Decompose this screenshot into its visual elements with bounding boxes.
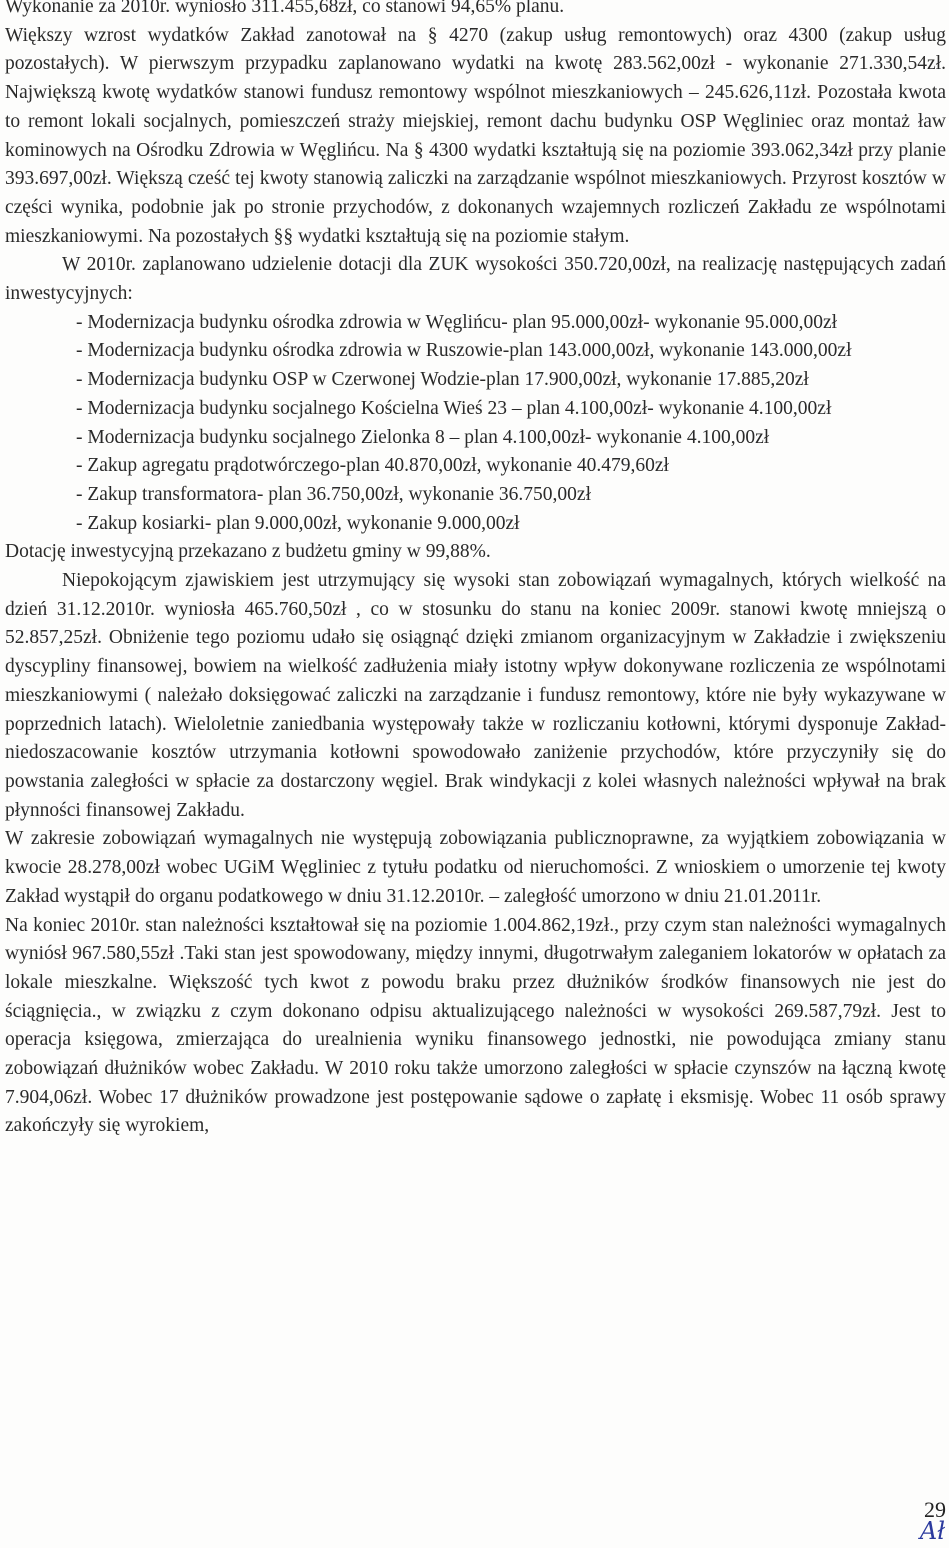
paragraph-liabilities: Niepokojącym zjawiskiem jest utrzymujący się wysoki stan zobowiązań wymagalnych, których wielkość na dzień 31.12.2010r. wyniosła 465.760,50zł , co w stosunku do stanu na koniec 2009r. stanowi kwotę mniejszą o 52.857,25zł. Obniżenie tego poziomu udało się osiągnąć dzięki zmianom organizacyjnym w Zakładzie i zwiększeniu dyscypliny finansowej, bowiem na wielkość zadłużenia miały istotny wpływ dokonywane rozliczenia ze wspólnotami mieszkaniowymi ( należało doksięgować zaliczki na zarządzanie i fundusz remontowy, które nie były wykazywane w poprzednich latach). Wieloletnie zaniedbania występowały także w rozliczaniu kotłowni, którymi dysponuje Zakład- niedoszacowanie kosztów utrzymania kotłowni spowodowało zaniżenie przychodów, które przyczyniły się do powstania zaległości w spłacie za dostarczony węgiel. Brak windykacji z kolei własnych należności wpływał na brak płynności finansowej Zakładu. [5, 570, 946, 821]
paragraph-subsidy-transfer: Dotację inwestycyjną przekazano z budżetu gminy w 99,88%. [5, 541, 491, 563]
list-item: - Zakup agregatu prądotwórczego-plan 40.870,00zł, wykonanie 40.479,60zł [76, 455, 669, 477]
list-item: - Zakup kosiarki- plan 9.000,00zł, wykonanie 9.000,00zł [76, 512, 520, 534]
page-number: 29 [924, 1497, 946, 1522]
handwritten-initials: Ał [919, 1517, 945, 1545]
paragraph-expenses-growth: Większy wzrost wydatków Zakład zanotował na § 4270 (zakup usług remontowych) oraz 4300 (zakup usług pozostałych). W pierwszym przypadku zaplanowano wydatki na kwotę 283.562,00zł - wykonanie 271.330,54zł. Największą kwotę wydatków stanowi fundusz remontowy wspólnot mieszkaniowych – 245.626,11zł. Pozostała kwota to remont lokali socjalnych, pomieszczeń straży miejskiej, remont dachu budynku OSP Węgliniec oraz montaż ław kominowych na Ośrodku Zdrowia w Węglińcu. Na § 4300 wydatki kształtują się na poziomie 393.062,34zł przy planie 393.697,00zł. Większą cześć tej kwoty stanowią zaliczki na zarządzanie wspólnot mieszkaniowych. Przyrost kosztów w części wynika, podobnie jak po stronie przychodów, z dokonanych wzajemnych rozliczeń Zakładu ze wspólnotami mieszkaniowymi. Na pozostałych §§ wydatki kształtują się na poziomie stałym. [5, 24, 946, 247]
list-item: - Modernizacja budynku socjalnego Zielonka 8 – plan 4.100,00zł- wykonanie 4.100,00zł [76, 426, 770, 448]
document-body [5, 0, 946, 1141]
paragraph-receivables: Na koniec 2010r. stan należności kształtował się na poziomie 1.004.862,19zł., przy czym stan należności wymagalnych wyniósł 967.580,55zł .Taki stan jest spowodowany, między innymi, długotrwałym zaleganiem lokatorów w opłatach za lokale mieszkalne. Większość tych kwot z powodu braku przez dłużników środków finansowych nie jest do ściągnięcia., w związku z czym dokonano odpisu aktualizującego należności w wysokości 269.587,79zł. Jest to operacja księgowa, zmierzająca do urealnienia wyniku finansowego jednostki, nie powodująca zmiany stanu zobowiązań dłużników wobec Zakładu. W 2010 roku także umorzono zaległości w spłacie czynszów na łączną kwotę 7.904,06zł. Wobec 17 dłużników prowadzone jest postępowanie sądowe o zapłatę i eksmisję. Wobec 11 osób sprawy zakończyły się wyrokiem, [5, 914, 946, 1137]
list-item: - Modernizacja budynku OSP w Czerwonej Wodzie-plan 17.900,00zł, wykonanie 17.885,20zł [76, 369, 809, 391]
paragraph-execution-2010: Wykonanie za 2010r. wyniosło 311.455,68zł, co stanowi 94,65% planu. [5, 0, 565, 17]
list-item: - Modernizacja budynku ośrodka zdrowia w Węglińcu- plan 95.000,00zł- wykonanie 95.000,00zł [76, 311, 838, 333]
paragraph-public-liabilities: W zakresie zobowiązań wymagalnych nie występują zobowiązania publicznoprawne, za wyjątkiem zobowiązania w kwocie 28.278,00zł wobec UGiM Węgliniec z tytułu podatku od nieruchomości. Z wnioskiem o umorzenie tej kwoty Zakład wystąpił do organu podatkowego w dniu 31.12.2010r. – zaległość umorzono w dniu 21.01.2011r. [5, 828, 946, 907]
investment-list [5, 309, 946, 539]
paragraph-subsidy-intro: W 2010r. zaplanowano udzielenie dotacji dla ZUK wysokości 350.720,00zł, na realizację następujących zadań inwestycyjnych: [5, 254, 946, 305]
list-item: - Modernizacja budynku ośrodka zdrowia w Ruszowie-plan 143.000,00zł, wykonanie 143.000,00zł [76, 340, 852, 362]
list-item: - Zakup transformatora- plan 36.750,00zł, wykonanie 36.750,00zł [76, 483, 591, 505]
list-item: - Modernizacja budynku socjalnego Kościelna Wieś 23 – plan 4.100,00zł- wykonanie 4.100,00zł [76, 397, 832, 419]
